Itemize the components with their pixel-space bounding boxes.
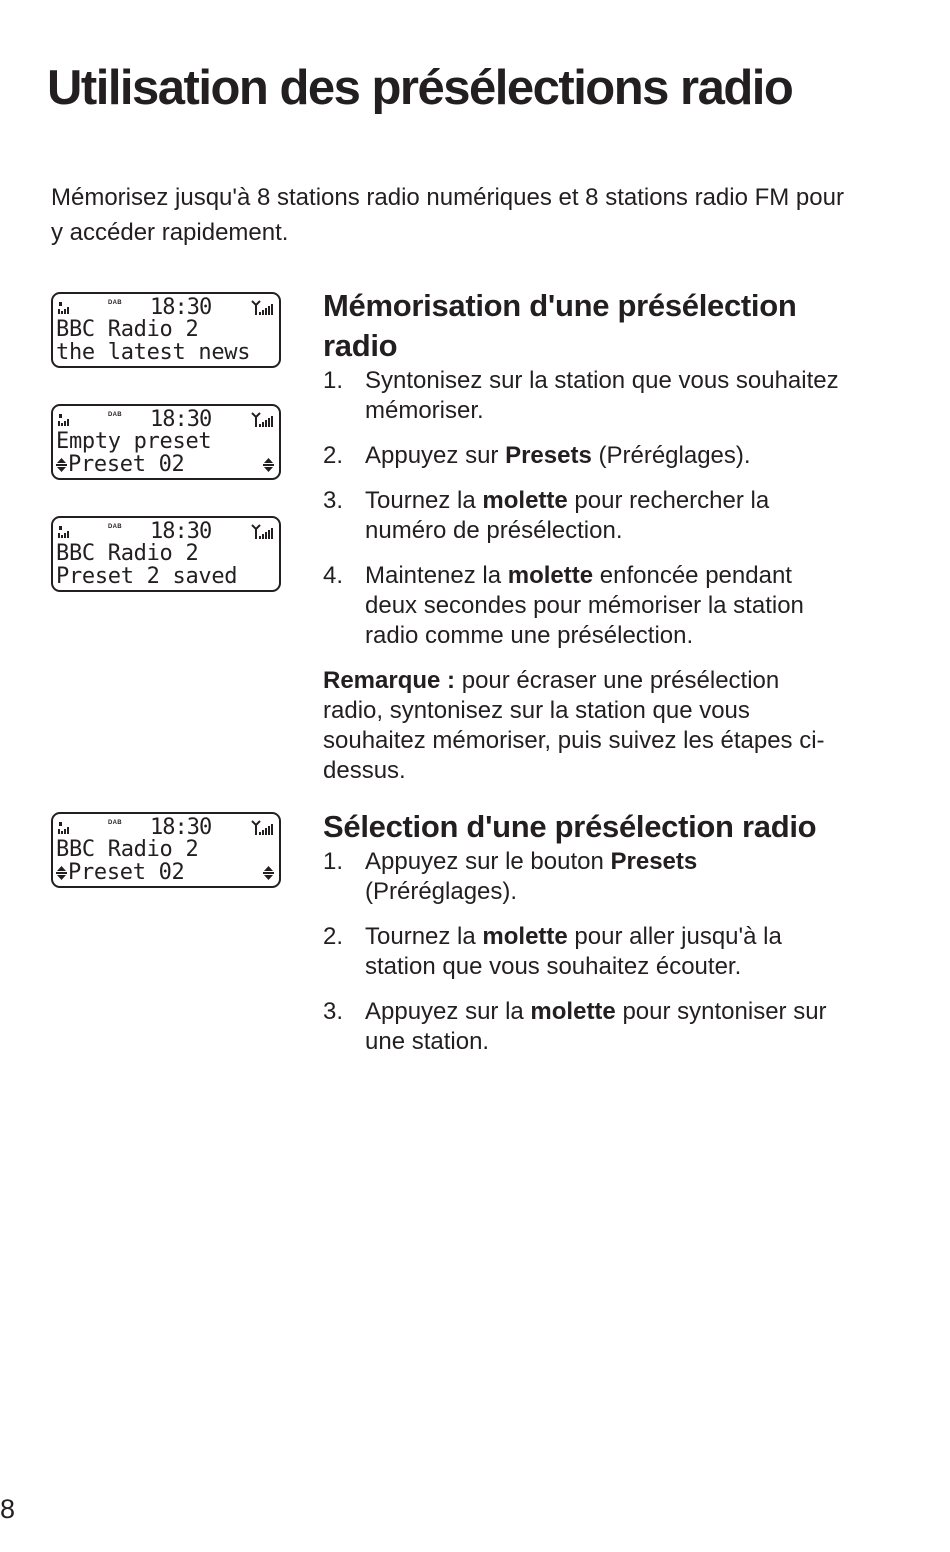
- step-text: enfoncée pendant deux secondes pour mémoriser la station radio comme une présélection.: [365, 562, 804, 649]
- step-item: [323, 366, 843, 426]
- step-number: 1.: [323, 848, 344, 875]
- radio-display-1: [51, 292, 281, 368]
- signal-strength-icon: [58, 820, 70, 834]
- step-text: Maintenez la: [365, 562, 508, 589]
- display-line-1: Empty preset: [56, 429, 212, 454]
- note-text: pour écraser une présélection radio, syntonisez sur la station que vous souhaitez mémoriser, puis suivez les étapes ci-dessus.: [323, 667, 825, 784]
- note-label: Remarque :: [323, 667, 456, 694]
- steps-list: [323, 366, 843, 651]
- step-number: 2.: [323, 442, 344, 469]
- display-line-1: BBC Radio 2: [56, 837, 199, 862]
- step-number: 2.: [323, 923, 344, 950]
- step-item: [323, 997, 843, 1057]
- step-bold-term: molette: [530, 998, 616, 1025]
- step-bold-term: Presets: [610, 848, 698, 875]
- step-text: Appuyez sur: [365, 442, 506, 469]
- dab-badge: DAB: [108, 524, 122, 530]
- step-item: [323, 561, 843, 651]
- scroll-arrows-icon: [263, 458, 274, 472]
- signal-strength-icon: [58, 412, 70, 426]
- display-line-2: the latest news: [56, 340, 251, 365]
- step-number: 4.: [323, 562, 344, 589]
- note-paragraph: [323, 666, 843, 786]
- step-bold-term: molette: [482, 923, 568, 950]
- step-item: [323, 486, 843, 546]
- display-line-2: Preset 02: [68, 860, 185, 885]
- antenna-signal-icon: [251, 524, 275, 540]
- page-title: Utilisation des présélections radio: [47, 61, 793, 115]
- step-text: Syntonisez sur la station que vous souhaitez mémoriser.: [365, 367, 839, 424]
- step-number: 3.: [323, 487, 344, 514]
- step-text: Appuyez sur le bouton: [365, 848, 611, 875]
- step-text: pour syntoniser sur une station.: [365, 998, 827, 1055]
- display-line-2: Preset 02: [68, 452, 185, 477]
- section-heading: Sélection d'une présélection radio: [323, 809, 817, 844]
- scroll-arrows-icon: [56, 866, 67, 880]
- intro-paragraph: Mémorisez jusqu'à 8 stations radio numériques et 8 stations radio FM pour y accéder rapidement.: [51, 184, 844, 246]
- step-item: [323, 922, 843, 982]
- page-number: 8: [0, 1494, 16, 1524]
- step-text: pour rechercher la numéro de présélection.: [365, 487, 770, 544]
- step-bold-term: Presets: [505, 442, 592, 469]
- display-time: 18:30: [150, 295, 212, 320]
- antenna-signal-icon: [251, 300, 275, 316]
- section-select-preset: [323, 807, 843, 1072]
- step-text: Tournez la: [365, 923, 483, 950]
- display-line-2-wrap: [56, 861, 185, 885]
- radio-display-4: [51, 812, 281, 888]
- dab-badge: DAB: [108, 820, 122, 826]
- display-line-1: BBC Radio 2: [56, 317, 199, 342]
- section-heading: Mémorisation d'une présélection radio: [323, 288, 797, 363]
- signal-strength-icon: [58, 524, 70, 538]
- step-text: pour aller jusqu'à la station que vous souhaitez écouter.: [365, 923, 782, 980]
- radio-display-3: [51, 516, 281, 592]
- display-line-2: Preset 2 saved: [56, 564, 238, 589]
- step-item: [323, 441, 843, 471]
- display-time: 18:30: [150, 407, 212, 432]
- step-bold-term: molette: [507, 562, 594, 589]
- display-line-1: BBC Radio 2: [56, 541, 199, 566]
- display-time: 18:30: [150, 815, 212, 840]
- display-line-2-wrap: [56, 453, 185, 477]
- dab-badge: DAB: [108, 300, 122, 306]
- step-bold-term: molette: [482, 487, 568, 514]
- step-number: 3.: [323, 998, 344, 1025]
- scroll-arrows-icon: [56, 458, 67, 472]
- step-text: (Préréglages).: [365, 878, 518, 905]
- step-item: [323, 847, 843, 907]
- step-text: Appuyez sur la: [365, 998, 531, 1025]
- antenna-signal-icon: [251, 412, 275, 428]
- step-text: Tournez la: [365, 487, 483, 514]
- signal-strength-icon: [58, 300, 70, 314]
- display-time: 18:30: [150, 519, 212, 544]
- dab-badge: DAB: [108, 412, 122, 418]
- scroll-arrows-icon: [263, 866, 274, 880]
- antenna-signal-icon: [251, 820, 275, 836]
- step-text: (Préréglages).: [591, 442, 751, 469]
- steps-list: [323, 847, 843, 1057]
- section-store-preset: [323, 286, 843, 786]
- radio-display-2: [51, 404, 281, 480]
- step-number: 1.: [323, 367, 344, 394]
